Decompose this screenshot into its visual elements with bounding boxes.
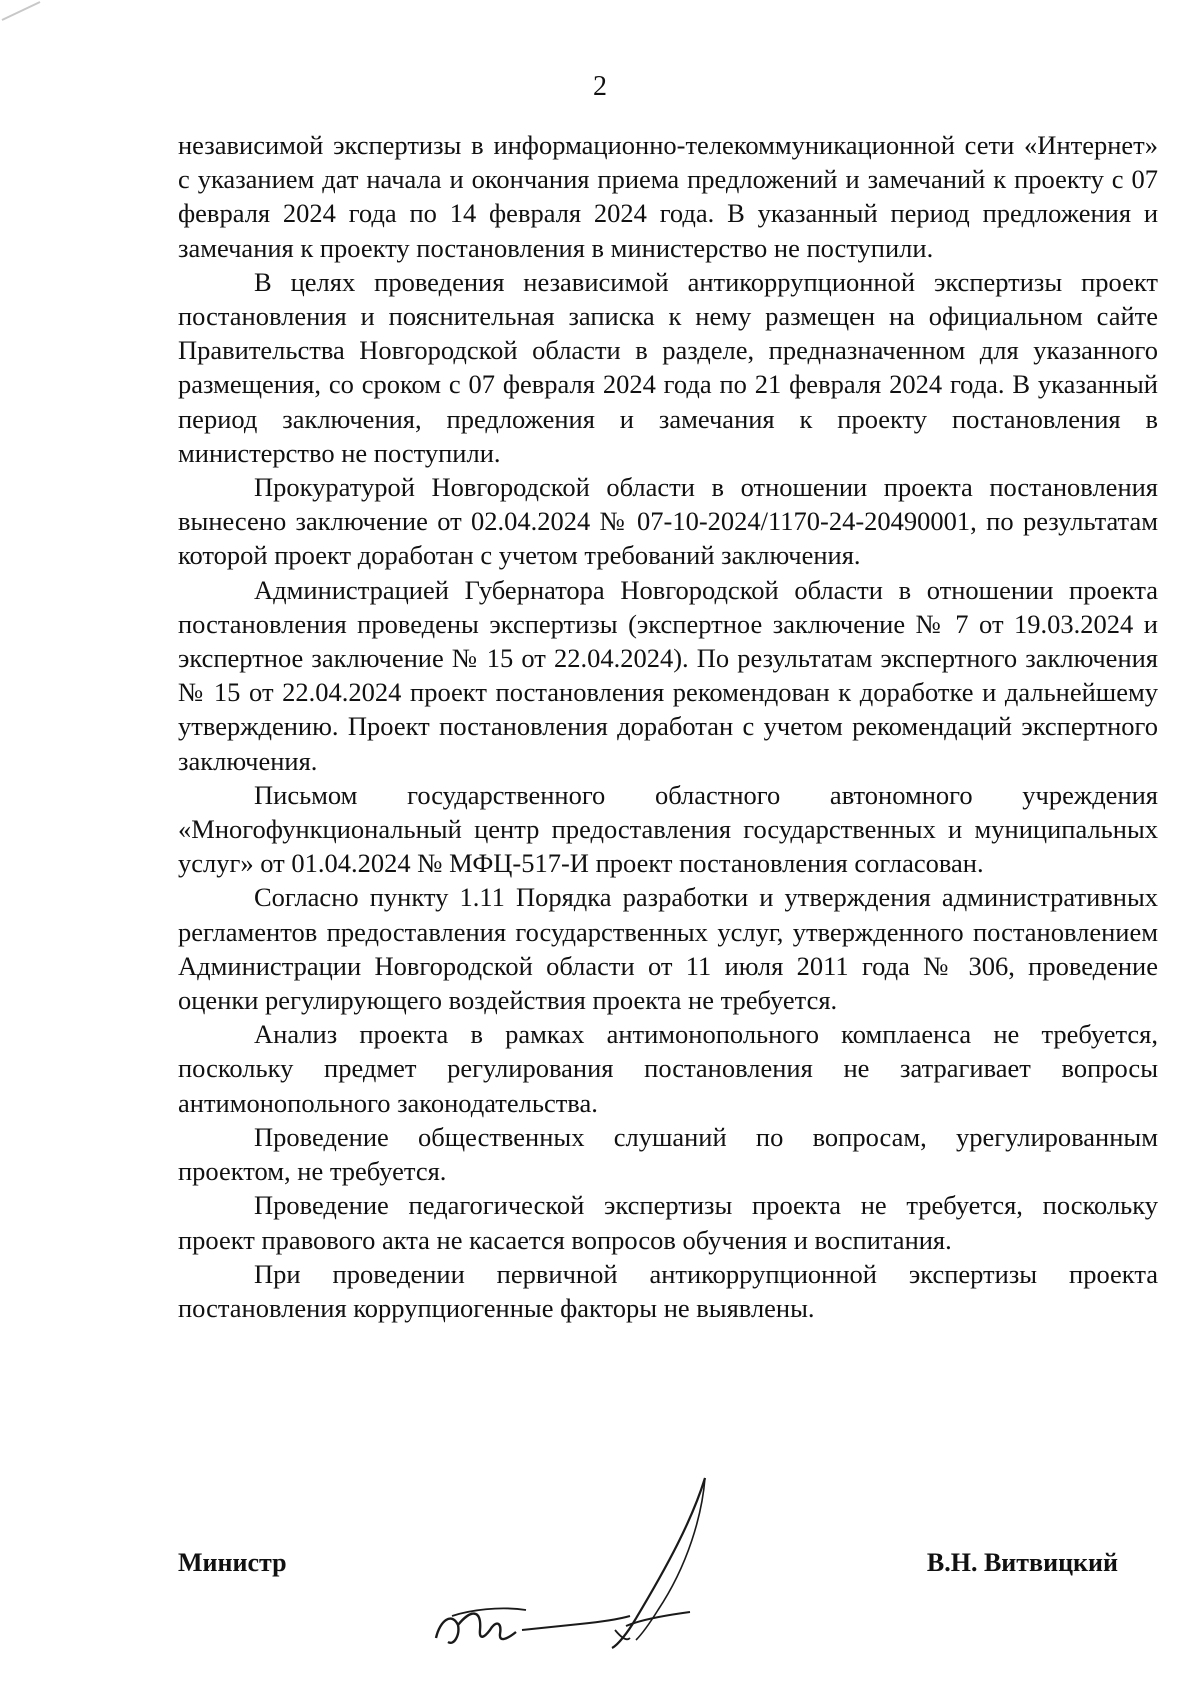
paragraph-3: Прокуратурой Новгородской области в отношении проекта постановления вынесено заключение от 02.04.2024 № 07-10-2024/1170-24-20490001, по результатам которой проект доработан с учетом требований заключения. (178, 472, 1158, 571)
paragraph-1: независимой экспертизы в информационно-телекоммуникационной сети «Интернет» с указанием дат начала и окончания приема предложений и замечаний к проекту с 07 февраля 2024 года по 14 февраля 2024 года. В указанный период предложения и замечания к проекту постановления в министерство не поступили. (178, 130, 1158, 263)
signature-block (178, 1546, 1158, 1586)
paragraph-7: Анализ проекта в рамках антимонопольного комплаенса не требуется, поскольку предмет регулирования постановления не затрагивает вопросы антимонопольного законодательства. (178, 1019, 1158, 1118)
paragraph-10: При проведении первичной антикоррупционной экспертизы проекта постановления коррупциогенные факторы не выявлены. (178, 1258, 1158, 1323)
scan-corner-mark (0, 0, 60, 24)
paragraph-5: Письмом государственного областного автономного учреждения «Многофункциональный центр предоставления государственных и муниципальных услуг» от 01.04.2024 № МФЦ-517-И проект постановления согласован. (178, 779, 1158, 879)
document-body (178, 128, 1158, 1325)
paragraph-6: Согласно пункту 1.11 Порядка разработки и утверждения административных регламентов предоставления государственных услуг, утвержденного постановлением Администрации Новгородской области от 11 июля 2011 года № 306, проведение оценки регулирующего воздействия проекта не требуется. (178, 882, 1158, 1016)
signatory-role: Министр (178, 1548, 287, 1577)
page-number: 2 (593, 71, 607, 102)
signatory-name: В.Н. Витвицкий (926, 1548, 1118, 1577)
paragraph-9: Проведение педагогической экспертизы проекта не требуется, поскольку проект правового акта не касается вопросов обучения и воспитания. (178, 1190, 1158, 1255)
paragraph-2: В целях проведения независимой антикоррупционной экспертизы проект постановления и пояснительная записка к нему размещен на официальном сайте Правительства Новгородской области в разделе, предназначенном для указанного размещения, со сроком с 07 февраля 2024 года по 21 февраля 2024 года. В указанный период заключения, предложения и замечания к проекту постановления в министерство не поступили. (178, 266, 1158, 468)
paragraph-4: Администрацией Губернатора Новгородской области в отношении проекта постановления проведены экспертизы (экспертное заключение № 7 от 19.03.2024 и экспертное заключение № 15 от 22.04.2024). По результатам экспертного заключения № 15 от 22.04.2024 проект постановления рекомендован к доработке и дальнейшему утверждению. Проект постановления доработан с учетом рекомендаций экспертного заключения. (178, 574, 1158, 776)
paragraph-8: Проведение общественных слушаний по вопросам, урегулированным проектом, не требуется. (178, 1121, 1158, 1187)
